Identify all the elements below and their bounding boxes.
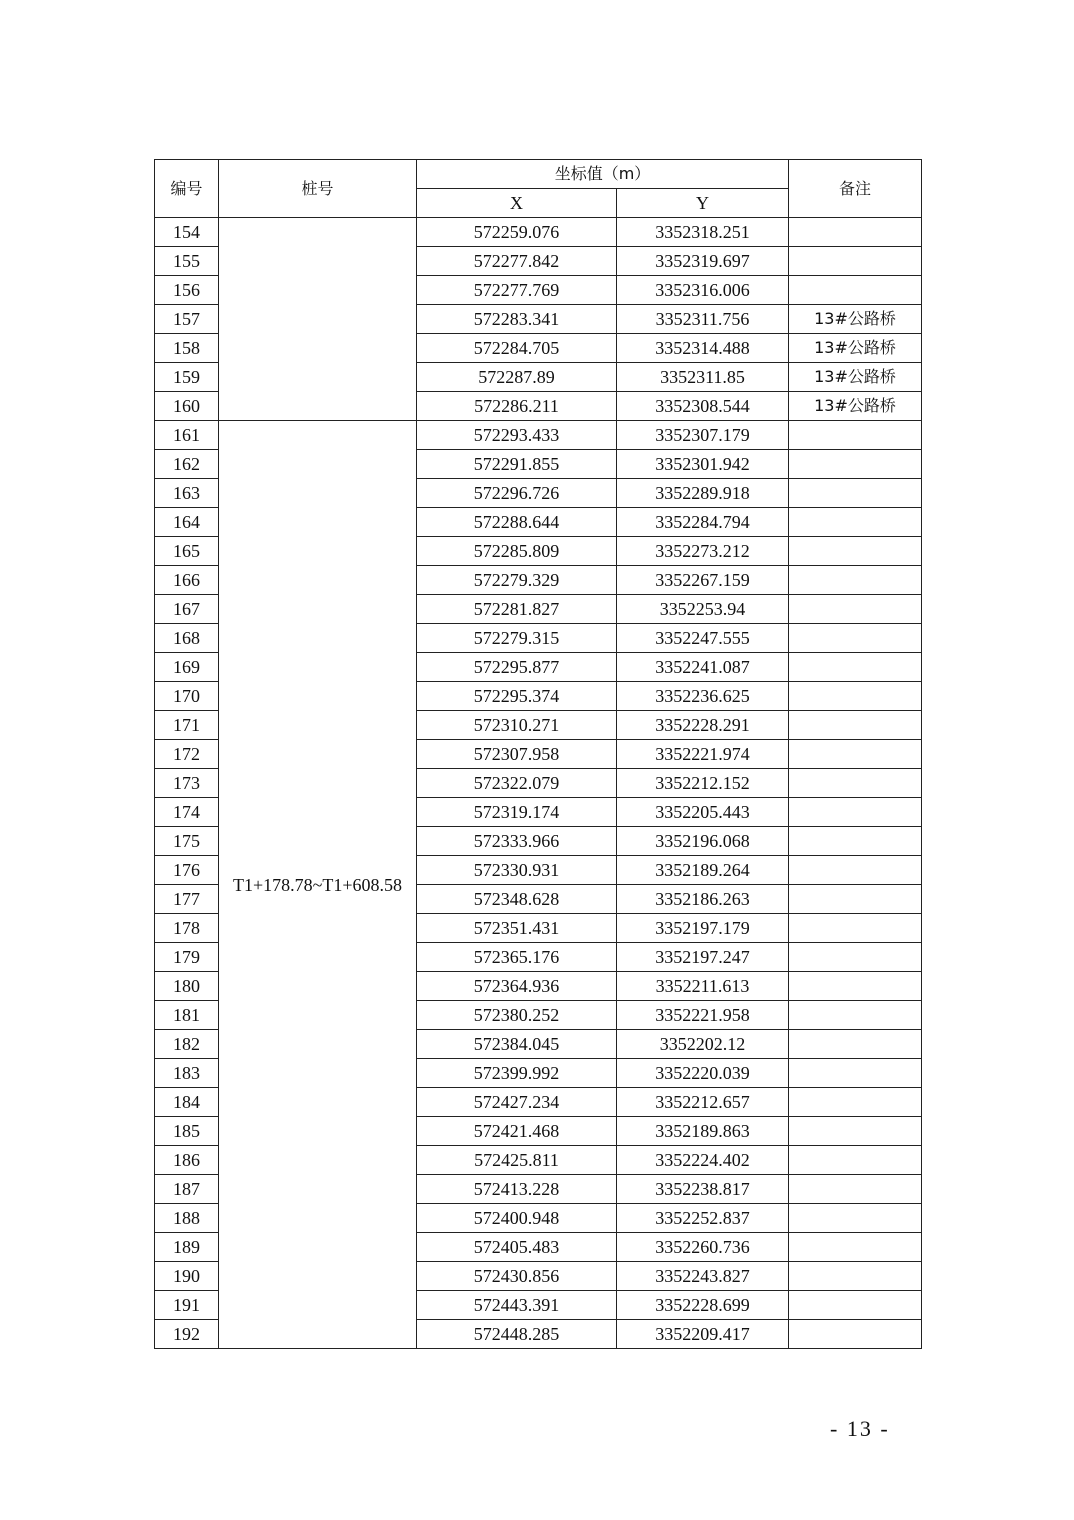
cell-remark xyxy=(789,827,922,856)
cell-number: 191 xyxy=(155,1291,219,1320)
cell-y: 3352314.488 xyxy=(617,334,789,363)
cell-remark xyxy=(789,1233,922,1262)
cell-y: 3352202.12 xyxy=(617,1030,789,1059)
cell-y: 3352289.918 xyxy=(617,479,789,508)
table-body xyxy=(155,218,922,1349)
cell-remark: 13#公路桥 xyxy=(789,305,922,334)
cell-y: 3352267.159 xyxy=(617,566,789,595)
cell-y: 3352241.087 xyxy=(617,653,789,682)
cell-y: 3352273.212 xyxy=(617,537,789,566)
cell-y: 3352189.863 xyxy=(617,1117,789,1146)
cell-y: 3352205.443 xyxy=(617,798,789,827)
cell-x: 572319.174 xyxy=(417,798,617,827)
table-row xyxy=(155,218,922,247)
cell-number: 162 xyxy=(155,450,219,479)
cell-x: 572399.992 xyxy=(417,1059,617,1088)
cell-remark xyxy=(789,537,922,566)
cell-number: 160 xyxy=(155,392,219,421)
cell-remark xyxy=(789,1204,922,1233)
cell-remark xyxy=(789,1117,922,1146)
cell-x: 572384.045 xyxy=(417,1030,617,1059)
cell-number: 157 xyxy=(155,305,219,334)
cell-y: 3352186.263 xyxy=(617,885,789,914)
cell-x: 572310.271 xyxy=(417,711,617,740)
cell-remark xyxy=(789,885,922,914)
cell-number: 170 xyxy=(155,682,219,711)
cell-y: 3352247.555 xyxy=(617,624,789,653)
cell-number: 167 xyxy=(155,595,219,624)
header-number: 编号 xyxy=(155,160,219,218)
cell-x: 572295.374 xyxy=(417,682,617,711)
cell-x: 572279.329 xyxy=(417,566,617,595)
cell-x: 572443.391 xyxy=(417,1291,617,1320)
table-header xyxy=(155,160,922,218)
cell-number: 188 xyxy=(155,1204,219,1233)
header-remark: 备注 xyxy=(789,160,922,218)
header-x: X xyxy=(417,189,617,218)
cell-x: 572307.958 xyxy=(417,740,617,769)
header-y: Y xyxy=(617,189,789,218)
cell-remark xyxy=(789,798,922,827)
cell-x: 572351.431 xyxy=(417,914,617,943)
cell-remark xyxy=(789,972,922,1001)
cell-y: 3352311.85 xyxy=(617,363,789,392)
cell-number: 165 xyxy=(155,537,219,566)
cell-x: 572288.644 xyxy=(417,508,617,537)
cell-y: 3352212.657 xyxy=(617,1088,789,1117)
cell-remark xyxy=(789,595,922,624)
cell-remark xyxy=(789,1030,922,1059)
cell-number: 163 xyxy=(155,479,219,508)
cell-remark xyxy=(789,653,922,682)
cell-y: 3352221.958 xyxy=(617,1001,789,1030)
cell-y: 3352318.251 xyxy=(617,218,789,247)
cell-remark xyxy=(789,682,922,711)
cell-x: 572281.827 xyxy=(417,595,617,624)
cell-x: 572427.234 xyxy=(417,1088,617,1117)
cell-x: 572296.726 xyxy=(417,479,617,508)
cell-number: 178 xyxy=(155,914,219,943)
cell-remark xyxy=(789,711,922,740)
cell-number: 175 xyxy=(155,827,219,856)
cell-x: 572365.176 xyxy=(417,943,617,972)
cell-number: 158 xyxy=(155,334,219,363)
cell-remark xyxy=(789,479,922,508)
cell-remark xyxy=(789,421,922,450)
cell-number: 172 xyxy=(155,740,219,769)
cell-remark xyxy=(789,566,922,595)
cell-number: 166 xyxy=(155,566,219,595)
cell-remark xyxy=(789,218,922,247)
cell-y: 3352196.068 xyxy=(617,827,789,856)
cell-number: 156 xyxy=(155,276,219,305)
cell-number: 174 xyxy=(155,798,219,827)
cell-remark xyxy=(789,1320,922,1349)
cell-x: 572430.856 xyxy=(417,1262,617,1291)
cell-station: T1+178.78~T1+608.58 xyxy=(219,421,417,1349)
cell-remark: 13#公路桥 xyxy=(789,334,922,363)
cell-y: 3352209.417 xyxy=(617,1320,789,1349)
cell-remark xyxy=(789,914,922,943)
cell-remark xyxy=(789,276,922,305)
cell-remark xyxy=(789,247,922,276)
cell-x: 572284.705 xyxy=(417,334,617,363)
cell-remark: 13#公路桥 xyxy=(789,392,922,421)
cell-y: 3352224.402 xyxy=(617,1146,789,1175)
cell-x: 572322.079 xyxy=(417,769,617,798)
cell-remark: 13#公路桥 xyxy=(789,363,922,392)
cell-x: 572295.877 xyxy=(417,653,617,682)
cell-remark xyxy=(789,450,922,479)
cell-x: 572277.769 xyxy=(417,276,617,305)
cell-remark xyxy=(789,856,922,885)
cell-remark xyxy=(789,1291,922,1320)
cell-number: 181 xyxy=(155,1001,219,1030)
cell-x: 572448.285 xyxy=(417,1320,617,1349)
cell-number: 171 xyxy=(155,711,219,740)
cell-number: 187 xyxy=(155,1175,219,1204)
cell-remark xyxy=(789,740,922,769)
cell-remark xyxy=(789,1001,922,1030)
cell-number: 190 xyxy=(155,1262,219,1291)
cell-x: 572364.936 xyxy=(417,972,617,1001)
cell-number: 179 xyxy=(155,943,219,972)
cell-x: 572259.076 xyxy=(417,218,617,247)
cell-y: 3352221.974 xyxy=(617,740,789,769)
cell-y: 3352228.699 xyxy=(617,1291,789,1320)
cell-remark xyxy=(789,624,922,653)
cell-y: 3352319.697 xyxy=(617,247,789,276)
cell-number: 177 xyxy=(155,885,219,914)
cell-y: 3352301.942 xyxy=(617,450,789,479)
cell-number: 161 xyxy=(155,421,219,450)
cell-y: 3352197.179 xyxy=(617,914,789,943)
cell-remark xyxy=(789,943,922,972)
cell-y: 3352311.756 xyxy=(617,305,789,334)
cell-x: 572405.483 xyxy=(417,1233,617,1262)
cell-remark xyxy=(789,1059,922,1088)
cell-x: 572285.809 xyxy=(417,537,617,566)
cell-station xyxy=(219,218,417,421)
cell-remark xyxy=(789,1262,922,1291)
page-number: - 13 - xyxy=(830,1416,890,1441)
cell-number: 182 xyxy=(155,1030,219,1059)
cell-number: 186 xyxy=(155,1146,219,1175)
cell-y: 3352307.179 xyxy=(617,421,789,450)
cell-number: 180 xyxy=(155,972,219,1001)
cell-y: 3352308.544 xyxy=(617,392,789,421)
cell-remark xyxy=(789,769,922,798)
cell-y: 3352243.827 xyxy=(617,1262,789,1291)
cell-number: 192 xyxy=(155,1320,219,1349)
cell-number: 184 xyxy=(155,1088,219,1117)
cell-y: 3352212.152 xyxy=(617,769,789,798)
cell-x: 572286.211 xyxy=(417,392,617,421)
cell-x: 572283.341 xyxy=(417,305,617,334)
cell-number: 185 xyxy=(155,1117,219,1146)
cell-number: 164 xyxy=(155,508,219,537)
cell-y: 3352197.247 xyxy=(617,943,789,972)
cell-x: 572333.966 xyxy=(417,827,617,856)
cell-number: 154 xyxy=(155,218,219,247)
cell-y: 3352252.837 xyxy=(617,1204,789,1233)
cell-x: 572277.842 xyxy=(417,247,617,276)
cell-y: 3352189.264 xyxy=(617,856,789,885)
cell-number: 183 xyxy=(155,1059,219,1088)
cell-number: 189 xyxy=(155,1233,219,1262)
cell-number: 155 xyxy=(155,247,219,276)
cell-y: 3352260.736 xyxy=(617,1233,789,1262)
cell-number: 176 xyxy=(155,856,219,885)
cell-x: 572380.252 xyxy=(417,1001,617,1030)
cell-y: 3352228.291 xyxy=(617,711,789,740)
cell-x: 572348.628 xyxy=(417,885,617,914)
cell-x: 572287.89 xyxy=(417,363,617,392)
header-station: 桩号 xyxy=(219,160,417,218)
cell-y: 3352220.039 xyxy=(617,1059,789,1088)
cell-remark xyxy=(789,1088,922,1117)
header-coordinate-group: 坐标值（m） xyxy=(417,160,789,189)
cell-remark xyxy=(789,508,922,537)
cell-y: 3352211.613 xyxy=(617,972,789,1001)
cell-x: 572279.315 xyxy=(417,624,617,653)
cell-number: 159 xyxy=(155,363,219,392)
cell-number: 173 xyxy=(155,769,219,798)
cell-remark xyxy=(789,1175,922,1204)
cell-number: 168 xyxy=(155,624,219,653)
cell-x: 572421.468 xyxy=(417,1117,617,1146)
cell-y: 3352284.794 xyxy=(617,508,789,537)
cell-y: 3352238.817 xyxy=(617,1175,789,1204)
cell-x: 572291.855 xyxy=(417,450,617,479)
cell-x: 572425.811 xyxy=(417,1146,617,1175)
cell-x: 572413.228 xyxy=(417,1175,617,1204)
cell-y: 3352253.94 xyxy=(617,595,789,624)
cell-x: 572400.948 xyxy=(417,1204,617,1233)
cell-remark xyxy=(789,1146,922,1175)
cell-x: 572293.433 xyxy=(417,421,617,450)
table-row xyxy=(155,421,922,450)
cell-number: 169 xyxy=(155,653,219,682)
cell-y: 3352316.006 xyxy=(617,276,789,305)
coordinate-table xyxy=(154,159,922,1349)
cell-x: 572330.931 xyxy=(417,856,617,885)
cell-y: 3352236.625 xyxy=(617,682,789,711)
